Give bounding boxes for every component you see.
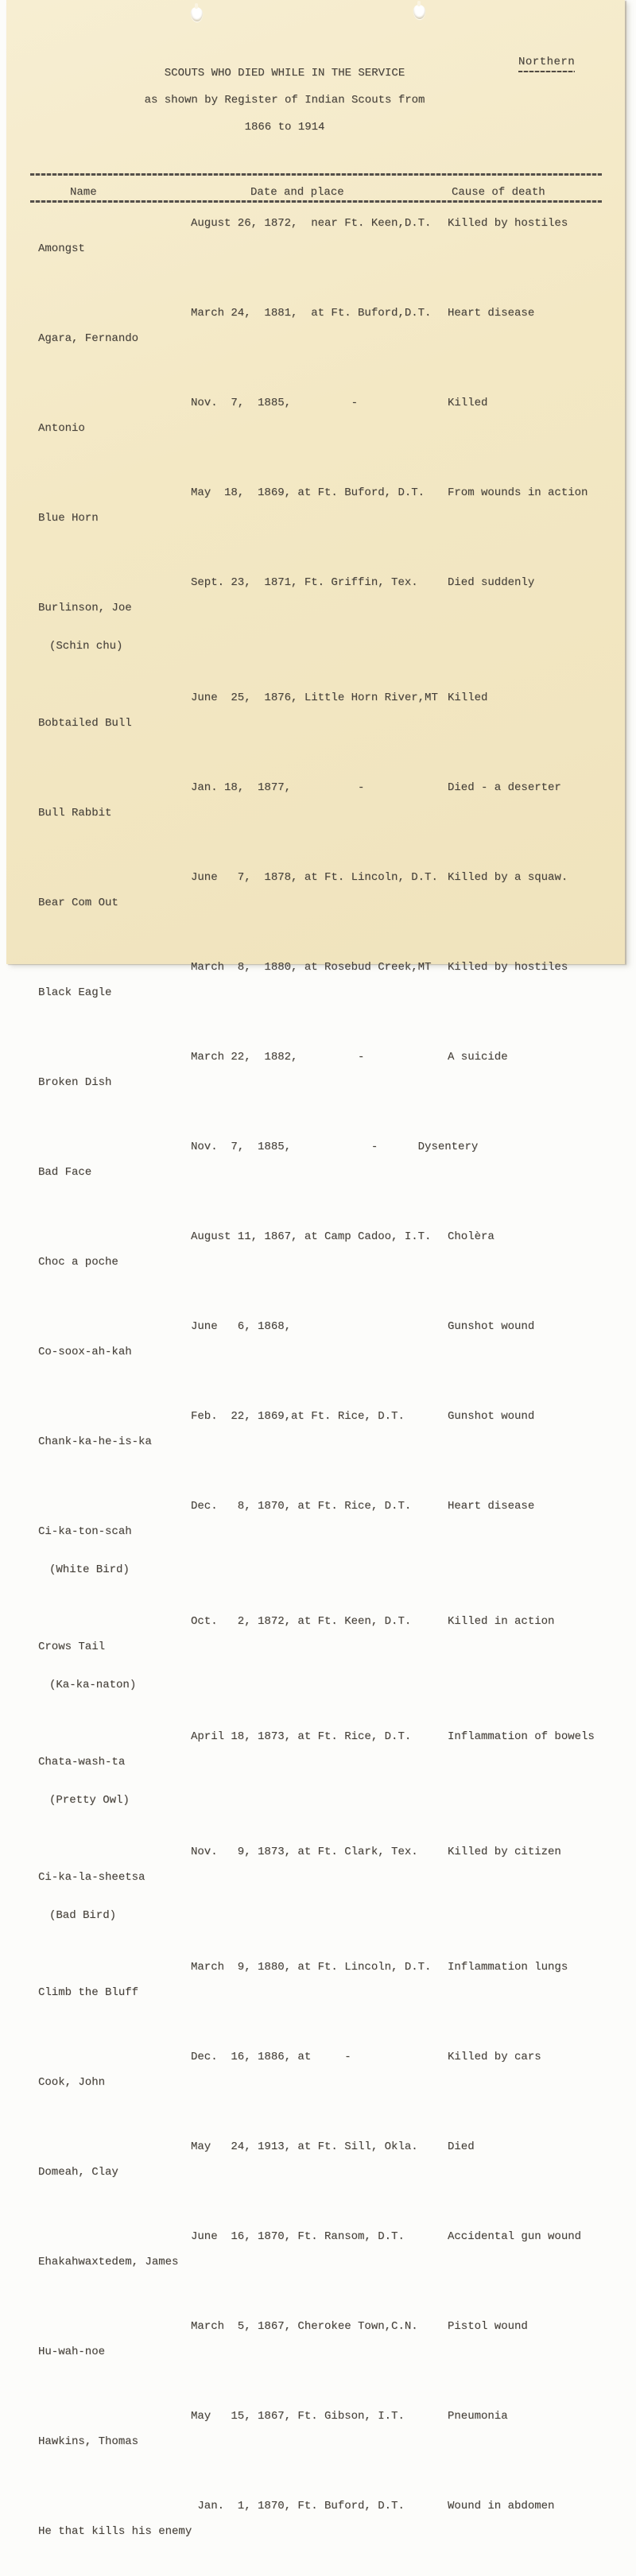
scout-name-cell [38,576,191,678]
death-date-place: May 24, 1913, at Ft. Sill, Okla. [191,2140,418,2153]
scout-name: Ci-ka-la-sheetsa [38,1871,145,1884]
death-date-place: Oct. 2, 1872, at Ft. Keen, D.T. [191,1615,412,1628]
scout-name-cell [38,2500,191,2576]
scout-name: Bobtailed Bull [38,717,132,730]
scout-name-cell [38,2230,191,2307]
table-header-row [38,186,625,199]
death-date-place: May 15, 1867, Ft. Gibson, I.T. [191,2410,405,2423]
scout-name-cell [38,1615,191,1717]
scout-name: Chata-wash-ta [38,1756,126,1768]
death-date-place: Feb. 22, 1869,at Ft. Rice, D.T. [191,1410,405,1423]
scout-name: Amongst [38,242,85,255]
table-row [38,2230,625,2307]
death-date-place: March 8, 1880, at Rosebud Creek,MT [191,961,432,974]
scout-alias: (Pretty Owl) [49,1794,130,1807]
death-cause: Died [448,2140,475,2153]
scout-name-cell [38,961,191,1037]
death-cause: From wounds in action [448,486,588,499]
scout-alias: (Bad Bird) [49,1909,117,1922]
scout-name: Black Eagle [38,986,112,999]
death-cause: Killed by cars [448,2051,541,2063]
death-date-place: Nov. 7, 1885, - [191,397,359,409]
death-cause: Cholèra [448,1230,494,1243]
death-cause: Died suddenly [448,576,535,589]
death-cause: Killed in action [448,1615,555,1628]
scout-name-cell [38,1846,191,1947]
scout-name-cell [38,2140,191,2217]
scout-name-cell [38,1961,191,2037]
death-date-place: March 5, 1867, Cherokee Town,C.N. [191,2320,418,2333]
document-page [6,0,625,2538]
table-row [38,1051,625,1127]
scout-name-cell [38,1730,191,1832]
scout-name: Blue Horn [38,512,99,525]
scout-name: Cook, John [38,2076,106,2089]
death-cause: Killed by citizen [448,1846,561,1858]
table-row [38,691,625,768]
death-date-place: March 9, 1880, at Ft. Lincoln, D.T. [191,1961,432,1974]
table-row [38,2320,625,2396]
scout-name: Crows Tail [38,1641,106,1653]
scout-name: Hawkins, Thomas [38,2435,139,2448]
scout-name-cell [38,397,191,473]
table-row [38,2500,625,2576]
table-row [38,961,625,1037]
death-date-place: June 7, 1878, at Ft. Lincoln, D.T. [191,871,438,884]
scout-name: Antonio [38,422,85,435]
table-row [38,1500,625,1602]
scout-name-cell [38,1141,191,1217]
death-date-place: March 24, 1881, at Ft. Buford,D.T. [191,307,432,320]
death-cause: Killed [448,397,488,409]
table-row [38,1961,625,2037]
scout-name-cell [38,2410,191,2486]
death-cause: Wound in abdomen [448,2500,555,2512]
death-date-place: Nov. 9, 1873, at Ft. Clark, Tex. [191,1846,418,1858]
death-date-place: Jan. 18, 1877, - [191,781,365,794]
death-cause: A suicide [448,1051,508,1063]
scout-alias: (White Bird) [49,1563,130,1576]
death-date-place: June 6, 1868, [191,1320,292,1333]
table-row [38,1846,625,1947]
death-date-place: August 11, 1867, at Camp Cadoo, I.T. [191,1230,432,1243]
death-cause: Killed [448,691,488,704]
scout-name: Domeah, Clay [38,2166,118,2179]
death-cause: Pistol wound [448,2320,528,2333]
death-cause: Pneumonia [448,2410,508,2423]
death-date-place: Dec. 16, 1886, at - [191,2051,351,2063]
death-date-place: Dec. 8, 1870, at Ft. Rice, D.T. [191,1500,412,1513]
table-row [38,1730,625,1832]
table-row [38,1230,625,1307]
death-cause: Gunshot wound [448,1320,535,1333]
scout-name: Ci-ka-ton-scah [38,1525,132,1538]
scout-name-cell [38,871,191,947]
page-title: SCOUTS WHO DIED WHILE IN THE SERVICE [164,67,405,79]
death-cause: Inflammation of bowels [448,1730,595,1743]
table-row [38,397,625,473]
death-date-place: Sept. 23, 1871, Ft. Griffin, Tex. [191,576,418,589]
page-subtitle-years: 1866 to 1914 [244,121,325,134]
death-date-place: June 25, 1876, Little Horn River,MT [191,691,438,704]
title-block [6,0,563,134]
death-date-place: August 26, 1872, near Ft. Keen,D.T. [191,217,432,230]
death-date-place: June 16, 1870, Ft. Ransom, D.T. [191,2230,405,2243]
scout-name: Hu-wah-noe [38,2346,106,2358]
death-cause: Killed by hostiles [448,961,568,974]
scout-name: Climb the Bluff [38,1986,139,1999]
region-label: Northern [518,56,575,72]
scout-name: Choc a poche [38,1256,118,1269]
death-cause: Gunshot wound [448,1410,535,1423]
table-header-rule [30,200,602,203]
table-row [38,307,625,383]
table-row [38,576,625,678]
table-row [38,2410,625,2486]
scout-name-cell [38,1320,191,1396]
death-date-place: Jan. 1, 1870, Ft. Buford, D.T. [191,2500,405,2512]
death-cause: Accidental gun wound [448,2230,582,2243]
scout-alias: (Schin chu) [49,640,123,653]
column-header-name: Name [70,186,97,199]
death-date-place: May 18, 1869, at Ft. Buford, D.T. [191,486,425,499]
column-header-cause: Cause of death [452,186,545,199]
death-cause: Heart disease [448,1500,535,1513]
death-cause: Heart disease [448,307,535,320]
scout-name: Agara, Fernando [38,332,139,345]
scout-name-cell [38,307,191,383]
table-row [38,217,625,293]
death-date-place: April 18, 1873, at Ft. Rice, D.T. [191,1730,412,1743]
table-row [38,2051,625,2127]
table-row [38,1141,625,1217]
table-row [38,2140,625,2217]
scout-name: Co-soox-ah-kah [38,1346,132,1358]
death-cause: Killed by hostiles [448,217,568,230]
death-cause: Inflammation lungs [448,1961,568,1974]
scout-name: Broken Dish [38,1076,112,1089]
table-row [38,1410,625,1486]
scout-name: Chank-ka-he-is-ka [38,1435,152,1448]
death-cause: Killed by a squaw. [448,871,568,884]
death-date-place: Nov. 7, 1885, - Dysentery [191,1141,479,1153]
scout-name: He that kills his enemy [38,2525,192,2538]
scout-name: Bear Com Out [38,897,118,909]
page-subtitle: as shown by Register of Indian Scouts from [144,94,425,107]
table-body [6,217,625,2576]
scout-name: Bull Rabbit [38,807,112,819]
scout-name-cell [38,1051,191,1127]
table-row [38,1615,625,1717]
scout-name-cell [38,217,191,293]
scout-name-cell [38,2320,191,2396]
table-row [38,781,625,858]
scout-name: Bad Face [38,1166,92,1179]
scout-name-cell [38,486,191,563]
scout-alias: (Ka-ka-naton) [49,1679,137,1691]
scout-name-cell [38,781,191,858]
scout-name-cell [38,2051,191,2127]
scout-name-cell [38,1500,191,1602]
scout-name: Burlinson, Joe [38,602,132,614]
table-row [38,486,625,563]
death-cause: Died - a deserter [448,781,561,794]
table-top-rule [30,173,602,176]
death-date-place: March 22, 1882, - [191,1051,365,1063]
scout-name-cell [38,1230,191,1307]
scout-name: Ehakahwaxtedem, James [38,2256,179,2268]
scout-name-cell [38,691,191,768]
scout-name-cell [38,1410,191,1486]
table-row [38,871,625,947]
column-header-date: Date and place [250,186,344,199]
table-row [38,1320,625,1396]
